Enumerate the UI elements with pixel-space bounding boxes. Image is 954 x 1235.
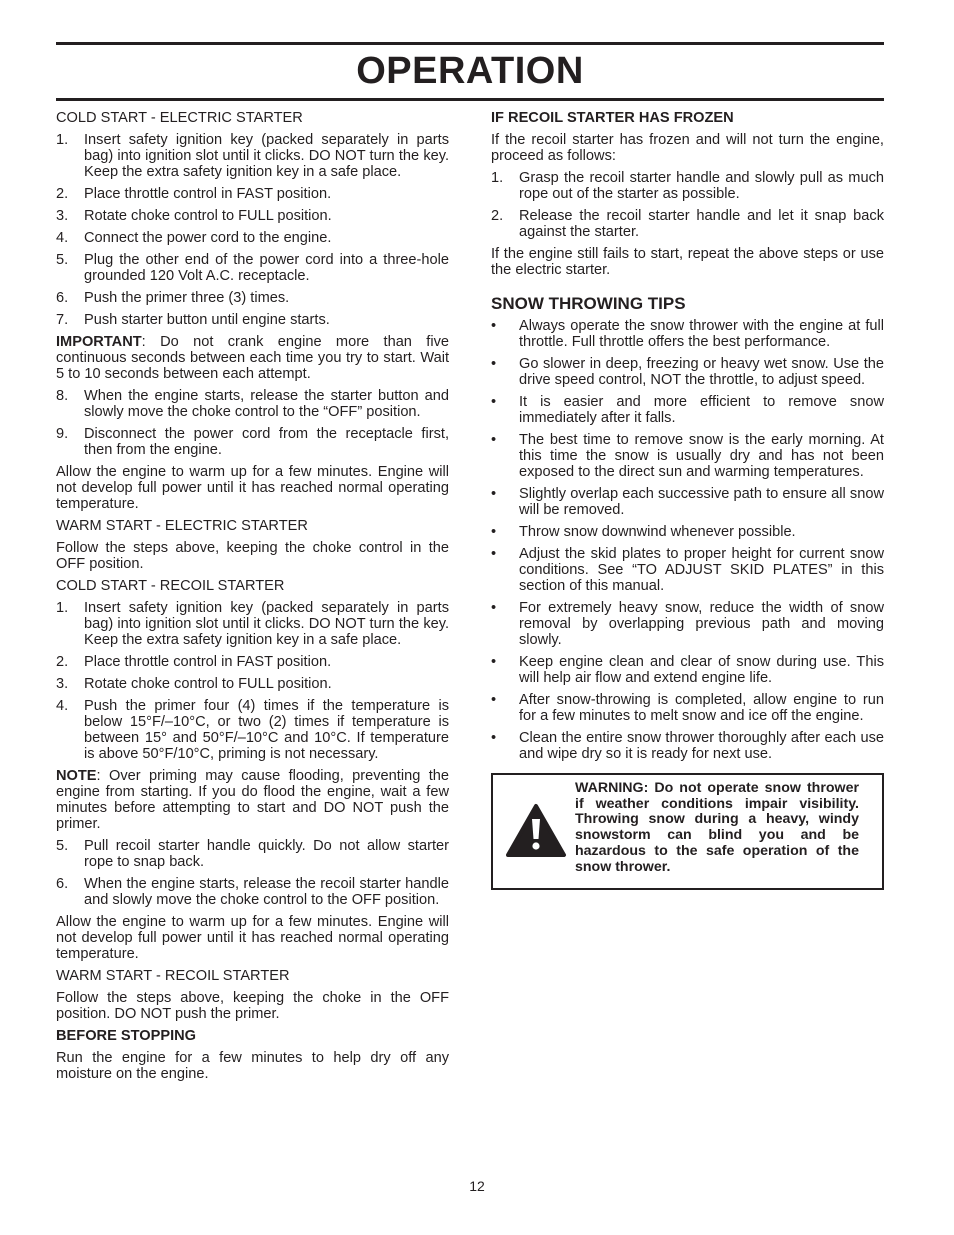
page-number: 12 [469, 1178, 485, 1194]
priming-note: NOTE: Over priming may cause flooding, preventing the engine from starting. If you do flood the engine, wait a few minutes before attempting to start and DO NOT push the primer. [56, 768, 449, 832]
list-item: • Clean the entire snow thrower thoroughly after each use and wipe dry so it is ready for next use. [491, 730, 884, 762]
list-item: • Always operate the snow thrower with the engine at full throttle. Full throttle offers the best performance. [491, 318, 884, 350]
frozen-intro: If the recoil starter has frozen and will not turn the engine, proceed as follows: [491, 132, 884, 164]
warmup-paragraph: Allow the engine to warm up for a few minutes. Engine will not develop full power until it has reached normal operating temperature. [56, 914, 449, 962]
page-title: OPERATION [356, 50, 584, 92]
list-item: 5. Plug the other end of the power cord into a three-hole grounded 120 Volt A.C. receptacle. [56, 252, 449, 284]
list-item: • After snow-throwing is completed, allow engine to run for a few minutes to melt snow and ice off the engine. [491, 692, 884, 724]
warning-box [491, 773, 884, 890]
important-note: IMPORTANT: Do not crank engine more than five continuous seconds between each time you try to start. Wait 5 to 10 seconds between each attempt. [56, 334, 449, 382]
before-stopping-text: Run the engine for a few minutes to help dry off any moisture on the engine. [56, 1050, 449, 1082]
list-item: 5. Pull recoil starter handle quickly. Do not allow starter rope to snap back. [56, 838, 449, 870]
frozen-heading: IF RECOIL STARTER HAS FROZEN [491, 110, 734, 126]
tips-heading: SNOW THROWING TIPS [491, 294, 686, 313]
frozen-outro: If the engine still fails to start, repeat the above steps or use the electric starter. [491, 246, 884, 278]
list-item: 8. When the engine starts, release the starter button and slowly move the choke control to the “OFF” position. [56, 388, 449, 420]
list-item: • The best time to remove snow is the early morning. At this time the snow is usually dry and has not been exposed to the direct sun and warming temperatures. [491, 432, 884, 480]
warmup-paragraph: Allow the engine to warm up for a few minutes. Engine will not develop full power until it has reached normal operating temperature. [56, 464, 449, 512]
before-stopping-heading: BEFORE STOPPING [56, 1028, 197, 1044]
list-item: • Throw snow downwind whenever possible. [491, 524, 796, 540]
title-underline [56, 98, 884, 101]
frozen-steps [491, 170, 884, 240]
list-item: 3. Rotate choke control to FULL position. [56, 208, 332, 224]
left-column [56, 110, 449, 1088]
top-rule [56, 42, 884, 45]
cold-recoil-steps [56, 600, 449, 762]
list-item: 7. Push starter button until engine starts. [56, 312, 330, 328]
list-item: 3. Rotate choke control to FULL position. [56, 676, 332, 692]
warm-electric-text: Follow the steps above, keeping the choke control in the OFF position. [56, 540, 449, 572]
list-item: 1. Insert safety ignition key (packed separately in parts bag) into ignition slot until it clicks. DO NOT turn the key. Keep the extra safety ignition key in a safe place. [56, 132, 449, 180]
list-item: 6. Push the primer three (3) times. [56, 290, 290, 306]
right-column [491, 110, 884, 768]
list-item: 6. When the engine starts, release the recoil starter handle and slowly move the choke control to the OFF position. [56, 876, 449, 908]
tips-list [491, 318, 884, 762]
warm-electric-heading: WARM START - ELECTRIC STARTER [56, 518, 308, 534]
list-item: 2. Release the recoil starter handle and let it snap back against the starter. [491, 208, 884, 240]
list-item: • For extremely heavy snow, reduce the width of snow removal by overlapping previous path and moving slowly. [491, 600, 884, 648]
warning-text: WARNING: Do not operate snow thrower if weather conditions impair visibility. Throwing snow during a heavy, windy snowstorm can blind you and be hazardous to the safe operation of the snow thrower. [575, 780, 859, 875]
list-item: • Keep engine clean and clear of snow during use. This will help air flow and extend engine life. [491, 654, 884, 686]
list-item: • Adjust the skid plates to proper height for current snow conditions. See “TO ADJUST SKID PLATES” in this section of this manual. [491, 546, 884, 594]
cold-recoil-steps-cont [56, 838, 449, 908]
cold-recoil-heading: COLD START - RECOIL STARTER [56, 578, 285, 594]
list-item: 4. Connect the power cord to the engine. [56, 230, 332, 246]
list-item: • Slightly overlap each successive path to ensure all snow will be removed. [491, 486, 884, 518]
list-item: 1. Insert safety ignition key (packed separately in parts bag) into ignition slot until it clicks. DO NOT turn the key. Keep the extra safety ignition key in a safe place. [56, 600, 449, 648]
cold-electric-steps-cont [56, 388, 449, 458]
cold-electric-heading: COLD START - ELECTRIC STARTER [56, 110, 303, 126]
list-item: 4. Push the primer four (4) times if the temperature is below 15°F/–10°C, or two (2) times if temperature is between 15° and 50°F/–10°C and 10°C. If temperature is above 50°F/10°C, priming is not necessary. [56, 698, 449, 762]
warm-recoil-text: Follow the steps above, keeping the choke in the OFF position. DO NOT push the primer. [56, 990, 449, 1022]
list-item: • Go slower in deep, freezing or heavy wet snow. Use the drive speed control, NOT the throttle, to adjust speed. [491, 356, 884, 388]
list-item: • It is easier and more efficient to remove snow immediately after it falls. [491, 394, 884, 426]
warm-recoil-heading: WARM START - RECOIL STARTER [56, 968, 290, 984]
list-item: 9. Disconnect the power cord from the receptacle first, then from the engine. [56, 426, 449, 458]
list-item: 2. Place throttle control in FAST position. [56, 654, 332, 670]
cold-electric-steps [56, 132, 449, 328]
warning-triangle-icon [505, 803, 567, 864]
list-item: 2. Place throttle control in FAST position. [56, 186, 332, 202]
list-item: 1. Grasp the recoil starter handle and slowly pull as much rope out of the starter as possible. [491, 170, 884, 202]
